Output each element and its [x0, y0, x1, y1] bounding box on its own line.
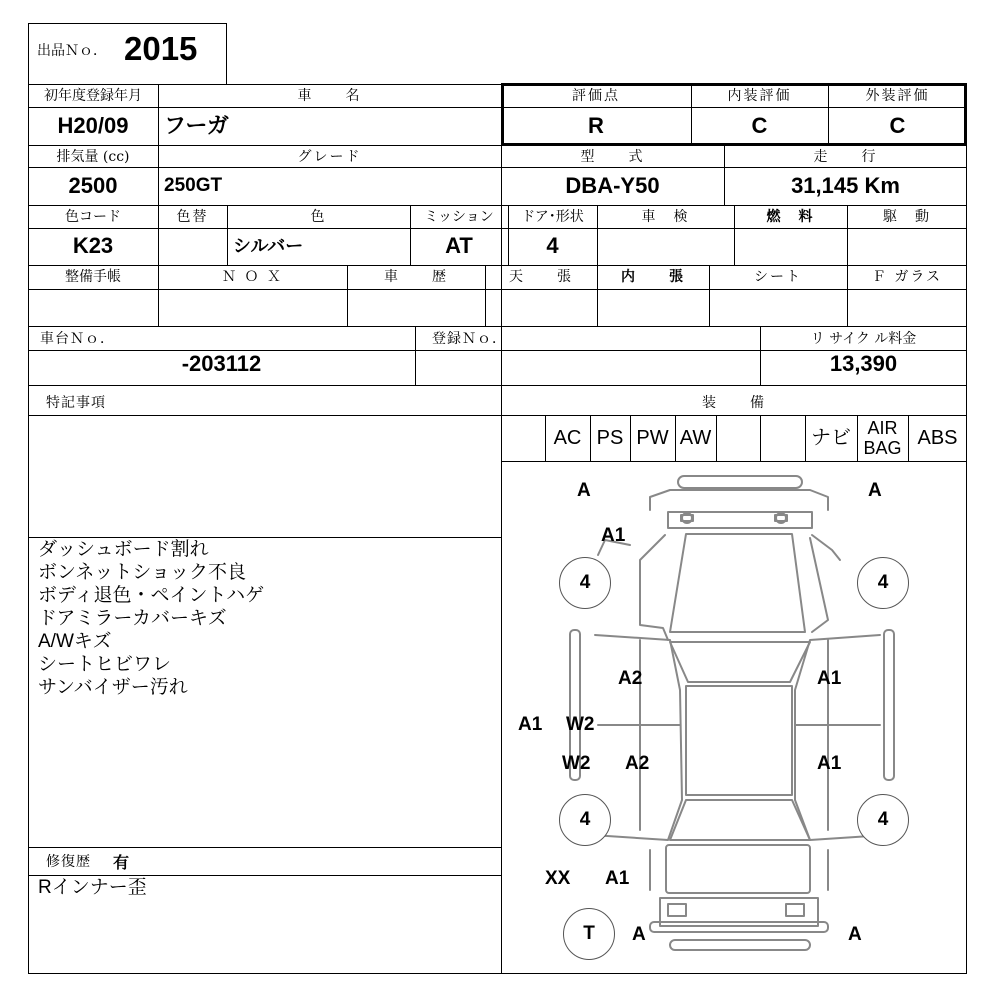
color-value: シルバー: [233, 236, 304, 256]
maintenance-label: 整備手帳: [65, 269, 121, 285]
score-label: 評価点: [572, 88, 620, 104]
fuel-value: [734, 228, 847, 264]
interior-label: 内装評価: [727, 88, 792, 104]
damage-mark: A1: [817, 668, 842, 689]
colorchange-value: [158, 228, 227, 264]
inspection-label: 車 検: [641, 209, 690, 225]
equipment-item: PS: [596, 427, 624, 449]
damage-mark: A: [577, 480, 591, 501]
equipment-item: ナビ: [811, 427, 851, 449]
mission-value: AT: [445, 233, 473, 258]
model-value: DBA-Y50: [565, 173, 660, 198]
equipment-item: AC: [553, 427, 582, 449]
glass-label: Ｆ ガラス: [871, 269, 943, 285]
door-label: ドア･形状: [521, 209, 584, 225]
drive-value: [847, 228, 967, 264]
colorchange-label: 色替: [176, 209, 209, 225]
damage-mark: A2: [618, 668, 643, 689]
mission-label: ミッション: [424, 209, 494, 225]
colorcode-label: 色コード: [65, 209, 121, 225]
remark-note: ボディ退色・ペイントハゲ: [38, 585, 265, 606]
mileage-value: 31,145 Km: [791, 173, 900, 198]
exterior-value: C: [889, 113, 906, 138]
remark-note: サンバイザー汚れ: [38, 677, 188, 698]
nox-label: Ｎ Ｏ Ｘ: [222, 269, 283, 285]
displacement-value: 2500: [68, 173, 118, 198]
reg-label: 初年度登録年月: [44, 88, 142, 104]
equipment-item: [760, 415, 805, 461]
colorcode-value: K23: [72, 233, 114, 258]
recycle-value: 13,390: [829, 351, 898, 376]
chassis-value: -203112: [181, 351, 262, 376]
repair-detail: Rインナー歪: [38, 877, 147, 898]
name-value: フーガ: [164, 113, 229, 138]
registration-value: [415, 346, 760, 382]
remark-note: A/Wキズ: [38, 631, 112, 652]
repair-label: 修復歴: [46, 854, 91, 870]
score-value: R: [588, 113, 604, 138]
grade-value: 250GT: [164, 175, 223, 196]
inspection-value: [597, 228, 734, 264]
chassis-label: 車台Ｎｏ．: [40, 331, 115, 347]
seat-label: シート: [754, 269, 802, 285]
damage-mark: A1: [518, 714, 543, 735]
tire-front-right: 4: [857, 557, 909, 609]
fuel-label: 燃 料: [766, 209, 815, 225]
tire-front-left: 4: [559, 557, 611, 609]
interior-value: C: [751, 113, 768, 138]
remark-note: ダッシュボード割れ: [38, 539, 209, 560]
damage-mark: W2: [562, 753, 591, 774]
history-label: 車 歴: [384, 269, 448, 285]
remark-note: ボンネットショック不良: [38, 562, 247, 583]
tire-rear-right: 4: [857, 794, 909, 846]
damage-mark: A2: [625, 753, 650, 774]
damage-mark: A: [848, 924, 862, 945]
recycle-label: リ サイク ル料金: [810, 331, 917, 347]
displacement-label: 排気量 (cc): [56, 149, 130, 165]
color-label: 色: [310, 209, 327, 225]
damage-mark: A1: [817, 753, 842, 774]
lot-label: 出品Ｎｏ．: [37, 43, 107, 59]
tire-spare: T: [563, 908, 615, 960]
damage-mark: XX: [545, 868, 571, 889]
equipment-item: AW: [679, 427, 712, 449]
equipment-label: 装 備: [702, 395, 766, 411]
name-label: 車 名: [297, 88, 362, 104]
damage-mark: A: [868, 480, 882, 501]
equipment-item: PW: [636, 427, 669, 449]
roof-label: 天 張: [509, 269, 573, 285]
equipment-item: ABS: [917, 427, 958, 449]
door-value: 4: [546, 233, 559, 258]
damage-mark: W2: [566, 714, 595, 735]
lot-number: 2015: [124, 30, 198, 67]
damage-mark: A1: [605, 868, 630, 889]
tire-rear-left: 4: [559, 794, 611, 846]
registration-label: 登録Ｎｏ．: [432, 331, 507, 347]
drive-label: 駆 動: [883, 209, 931, 225]
model-label: 型 式: [580, 149, 645, 165]
equipment-item: AIR BAG: [863, 418, 902, 458]
remarks-label: 特記事項: [46, 395, 106, 411]
exterior-label: 外装評価: [865, 88, 930, 104]
equipment-item: [716, 415, 760, 461]
reg-value: H20/09: [57, 113, 129, 138]
repair-value: 有: [113, 853, 130, 872]
mileage-label: 走 行: [813, 149, 878, 165]
grade-label: グレード: [297, 149, 362, 165]
equipment-item: [501, 415, 545, 461]
damage-mark: A1: [601, 525, 626, 546]
damage-mark: A: [632, 924, 646, 945]
interior-trim-label: 内 張: [621, 269, 685, 285]
remark-note: シートヒビワレ: [38, 654, 172, 675]
remark-note: ドアミラーカバーキズ: [38, 608, 227, 629]
